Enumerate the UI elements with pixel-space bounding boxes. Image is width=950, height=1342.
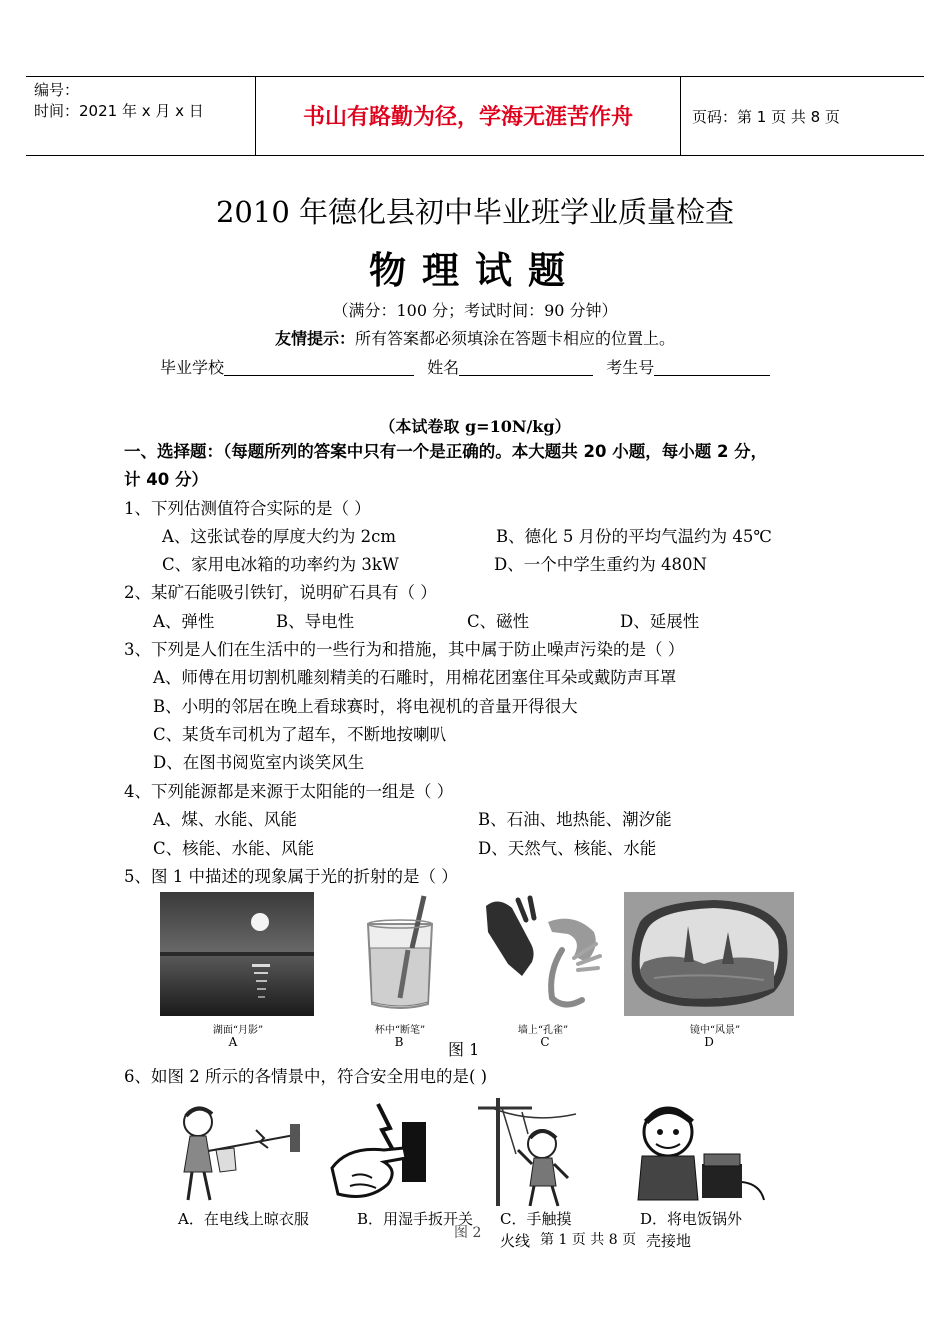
question-1-stem: 1、下列估测值符合实际的是（ ）	[124, 499, 371, 518]
doc-id-label: 编号：	[34, 81, 80, 99]
question-1-option-d: D、一个中学生重约为 480N	[494, 555, 707, 574]
figure-2-option-c-cont: 火线	[500, 1232, 531, 1250]
question-1-option-b: B、德化 5 月份的平均气温约为 45℃	[496, 527, 772, 546]
figure-1-label: 图 1	[448, 1040, 480, 1059]
question-3-option-d: D、在图书阅览室内谈笑风生	[153, 753, 365, 772]
hand-shadow-photo	[478, 892, 608, 1016]
question-3-option-c: C、某货车司机为了超车，不断地按喇叭	[153, 725, 447, 744]
exam-tip-label: 友情提示：	[274, 329, 355, 348]
question-2-option-c: C、磁性	[467, 612, 530, 631]
question-4-stem: 4、下列能源都是来源于太阳能的一组是（ ）	[124, 782, 454, 801]
figure-1-caption-a: 湖面“月影”	[212, 1025, 264, 1036]
figure-1-letter-c: C	[540, 1035, 550, 1049]
figure-1-letter-a: A	[228, 1035, 238, 1049]
school-field[interactable]	[224, 357, 414, 376]
exam-title: 2010 年德化县初中毕业班学业质量检查	[215, 195, 735, 229]
figure-2-option-b: B．用湿手扳开关	[357, 1210, 474, 1228]
figure-1-caption-b: 杯中“断笔”	[374, 1025, 426, 1036]
question-1-option-a: A、这张试卷的厚度大约为 2cm	[162, 527, 397, 546]
gravity-note: （本试卷取 g=10N/kg）	[379, 417, 571, 436]
name-field[interactable]	[459, 357, 593, 376]
figure-1-letter-d: D	[704, 1035, 714, 1049]
question-4-option-c: C、核能、水能、风能	[153, 839, 315, 858]
broken-pencil-photo	[328, 892, 472, 1016]
exam-number-label: 考生号	[606, 358, 655, 377]
student-info-line	[160, 355, 770, 378]
section-heading-cont: 计 40 分）	[124, 470, 208, 489]
exam-score-time: （满分：100 分；考试时间：90 分钟）	[332, 301, 618, 320]
header-top-rule	[26, 76, 924, 77]
rice-cooker-grounding-illustration	[628, 1100, 776, 1206]
drying-clothes-on-wire-illustration	[172, 1098, 312, 1206]
lake-moon-photo	[160, 892, 314, 1016]
exam-tip	[0, 326, 950, 349]
exam-subject-title: 物理试题	[369, 249, 581, 292]
question-5-stem: 5、图 1 中描述的现象属于光的折射的是（ ）	[124, 867, 458, 886]
figure-2-option-d: D．将电饭锅外	[640, 1210, 743, 1228]
figure-1-letter-b: B	[394, 1035, 404, 1049]
question-6-stem: 6、如图 2 所示的各情景中，符合安全用电的是( )	[124, 1067, 488, 1086]
figure-2-option-c: C．手触摸	[500, 1210, 572, 1228]
question-3-stem: 3、下列是人们在生活中的一些行为和措施，其中属于防止噪声污染的是（ ）	[124, 640, 685, 659]
figure-1-caption-d: 镜中“风景”	[689, 1025, 741, 1036]
question-3-option-b: B、小明的邻居在晚上看球赛时，将电视机的音量开得很大	[153, 697, 578, 716]
figure-1-caption-c: 墙上“孔雀”	[517, 1025, 569, 1036]
header-divider-2	[680, 76, 681, 156]
figure-2-option-a: A．在电线上晾衣服	[178, 1210, 309, 1228]
exam-tip-text: 所有答案都必须填涂在答题卡相应的位置上。	[355, 329, 676, 348]
question-3-option-a: A、师傅在用切割机雕刻精美的石雕时，用棉花团塞住耳朵或戴防声耳罩	[153, 668, 677, 687]
name-label: 姓名	[427, 358, 460, 377]
section-heading: 一、选择题：（每题所列的答案中只有一个是正确的。本大题共 20 小题，每小题 2 分，	[124, 442, 768, 461]
question-2-option-a: A、弹性	[153, 612, 215, 631]
question-2-stem: 2、某矿石能吸引铁钉，说明矿石具有（ ）	[124, 583, 437, 602]
question-2-option-b: B、导电性	[276, 612, 355, 631]
header-meta	[34, 80, 204, 122]
question-2-option-d: D、延展性	[620, 612, 700, 631]
wet-hand-switch-illustration	[328, 1098, 430, 1206]
doc-time-label: 时间：2021 年 x 月 x 日	[34, 102, 204, 120]
question-4-option-b: B、石油、地热能、潮汐能	[478, 810, 672, 829]
question-4-option-a: A、煤、水能、风能	[153, 810, 297, 829]
question-1-option-c: C、家用电冰箱的功率约为 3kW	[162, 555, 399, 574]
touching-live-wire-illustration	[472, 1094, 582, 1210]
page-footer: 第 1 页 共 8 页	[540, 1232, 637, 1248]
car-mirror-photo	[624, 892, 794, 1016]
figure-2-label: 图 2	[454, 1225, 482, 1241]
header-page-number: 页码：第 1 页 共 8 页	[692, 108, 840, 126]
question-4-option-d: D、天然气、核能、水能	[478, 839, 657, 858]
school-label: 毕业学校	[160, 358, 225, 377]
header-bottom-rule	[26, 155, 924, 156]
figure-2-option-d-cont: 壳接地	[646, 1232, 692, 1250]
exam-number-field[interactable]	[654, 357, 770, 376]
header-motto: 书山有路勤为径，学海无涯苦作舟	[302, 105, 633, 130]
